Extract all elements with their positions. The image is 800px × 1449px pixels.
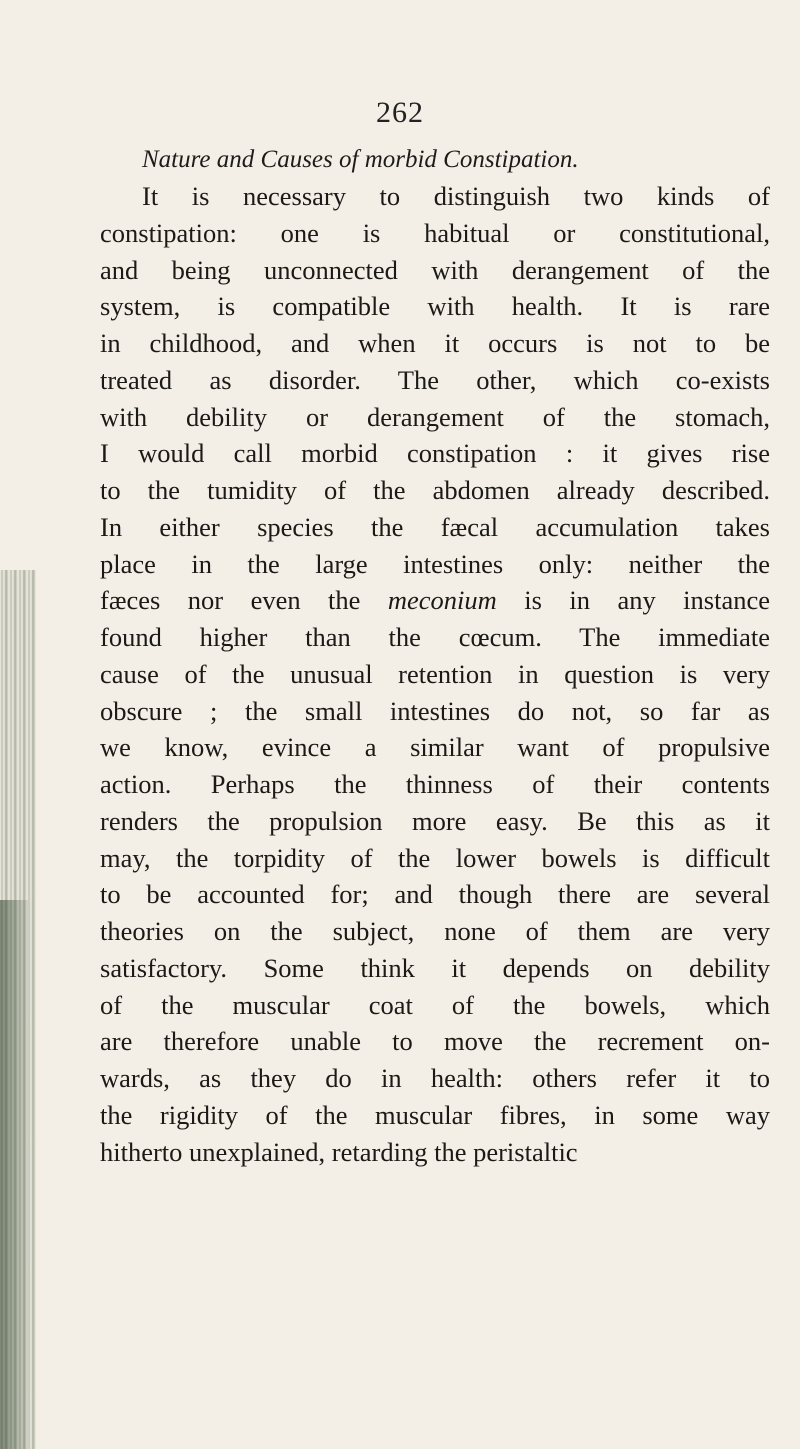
section-heading: Nature and Causes of morbid Constipation. [142, 146, 579, 173]
text-line: theories on the subject, none of them are very [100, 916, 770, 946]
text-line: cause of the unusual retention in question is very [100, 659, 770, 689]
text-line: renders the propulsion more easy. Be this as it [100, 806, 770, 836]
text-line: to be accounted for; and though there are several [100, 879, 770, 909]
text-line: and being unconnected with derangement of the [100, 255, 770, 285]
text-line: action. Perhaps the thinness of their contents [100, 769, 770, 799]
text-line: fæces nor even the meconium is in any instance [100, 585, 771, 615]
text-line: with debility or derangement of the stomach, [100, 402, 770, 432]
text-line: It is necessary to distinguish two kinds of [142, 181, 770, 211]
text-line: hitherto unexplained, retarding the peristaltic [100, 1137, 578, 1167]
text-line: wards, as they do in health: others refer it to [100, 1063, 770, 1093]
text-line: the rigidity of the muscular fibres, in some way [100, 1100, 770, 1130]
text-line: In either species the fæcal accumulation takes [100, 512, 770, 542]
text-line: satisfactory. Some think it depends on debility [100, 953, 770, 983]
text-line: obscure ; the small intestines do not, so far as [100, 696, 770, 726]
text-line: constipation: one is habitual or constitutional, [100, 218, 770, 248]
text-line: we know, evince a similar want of propulsive [100, 732, 770, 762]
text-line: are therefore unable to move the recrement on- [100, 1026, 770, 1056]
text-line: system, is compatible with health. It is rare [100, 291, 770, 321]
text-line: to the tumidity of the abdomen already described. [100, 475, 770, 505]
text-line: I would call morbid constipation : it gives rise [100, 438, 770, 468]
text-line: place in the large intestines only: neither the [100, 549, 770, 579]
text-line: found higher than the cœcum. The immediate [100, 622, 770, 652]
text-line: may, the torpidity of the lower bowels is difficult [100, 843, 770, 873]
text-line: treated as disorder. The other, which co-exists [100, 365, 770, 395]
page-binding-shadow [0, 900, 28, 1449]
text-line: in childhood, and when it occurs is not to be [100, 328, 770, 358]
italic-term: meconium [387, 585, 497, 615]
text-line: of the muscular coat of the bowels, which [100, 990, 770, 1020]
page-number: 262 [376, 96, 424, 129]
